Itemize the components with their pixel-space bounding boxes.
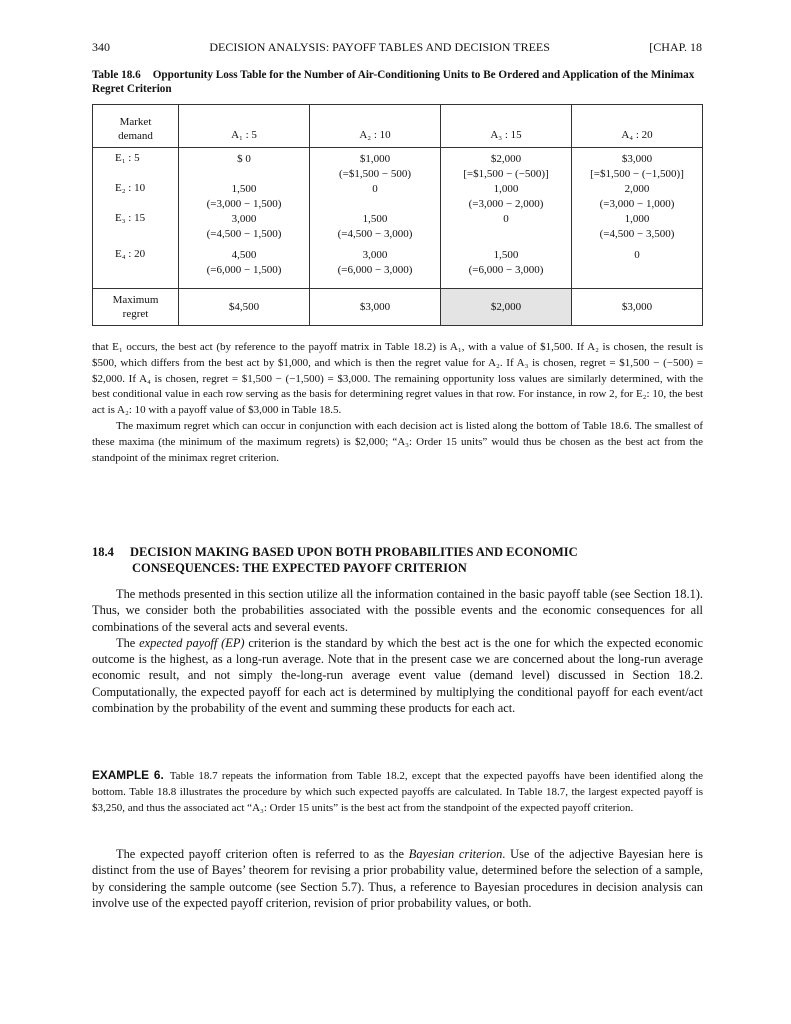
table-caption — [92, 68, 712, 96]
a3-e1-note: [=$1,500 − (−500)] — [463, 168, 549, 180]
a4-e4-note — [572, 263, 702, 278]
paragraph-bayesian — [92, 846, 703, 911]
a2-e1-note: (=$1,500 − 500) — [339, 168, 411, 180]
paragraph-expected-payoff — [92, 635, 703, 716]
a3-e4-value: 1,500 — [493, 249, 519, 261]
a4-e2-note: (=3,000 − 1,000) — [599, 198, 675, 210]
a3-e4-note: (=6,000 − 3,000) — [468, 264, 544, 276]
a2-e4-note: (=6,000 − 3,000) — [337, 264, 413, 276]
example-6 — [92, 768, 703, 816]
table-header-row — [93, 105, 703, 148]
a1-e2-note: (=3,000 − 1,500) — [206, 198, 282, 210]
a2-e3-value: 1,500 — [362, 213, 388, 225]
maximum-regret-label — [93, 289, 179, 326]
maximum-regret-label-line-2: regret — [122, 308, 149, 320]
a3-e1-value: $2,000 — [490, 153, 522, 165]
running-head — [92, 40, 702, 56]
a2-e1-value: $1,000 — [359, 153, 391, 165]
event-label-e3: E₃ : 15 — [115, 212, 146, 224]
running-title: DECISION ANALYSIS: PAYOFF TABLES AND DECISION TREES — [209, 40, 550, 54]
a3-e2-value: 1,000 — [493, 183, 519, 195]
paragraph-minimax-choice: The maximum regret which can occur in conjunction with each decision act is listed along the bottom of Table 18.6. The smallest of these maxima (the minimum of the maximum regrets) is $2,000; “A₃: Order 15 units” would thus be chosen as the best act from the standpoint of the minimax regret criterion. — [92, 419, 703, 464]
column-a4 — [572, 148, 703, 289]
example-paragraph — [92, 768, 703, 816]
a2-e2-note — [310, 197, 440, 212]
act-header-a1: A₁ : 5 — [179, 105, 310, 148]
paragraph-bayesian-rest: . Use of the adjective Bayesian here is distinct from the use of Bayes’ theorem for revising a prior probability value, determined before the selection of a sample, by considering the sample outcome (see Section 5.7). Thus, a reference to Bayesian procedures in decision analysis can involve use of the expected payoff criterion, revision of prior probability values, or both. — [92, 847, 703, 910]
a3-e3-note — [441, 227, 571, 242]
a1-e1-value: $ 0 — [237, 153, 251, 165]
a2-e4-value: 3,000 — [362, 249, 388, 261]
a3-e3-value: 0 — [503, 213, 509, 225]
paragraph-expected-payoff-lead: The — [116, 635, 140, 650]
example-text: Table 18.7 repeats the information from Table 18.2, except that the expected payoffs have been identified along the bottom. Table 18.8 illustrates the procedure by which such expected payoffs are calculated. In Table 18.7, the largest expected payoff is $3,250, and thus the associated act “A₃: Order 15 units” is the best act from the standpoint of the expected payoff criterion. — [92, 770, 703, 814]
column-a2 — [310, 148, 441, 289]
table-caption-text: Opportunity Loss Table for the Number of Air-Conditioning Units to Be Ordered and Application of the Minimax Regret Criterion — [92, 69, 695, 95]
paragraph-regret-computation: that E₁ occurs, the best act (by reference to the payoff matrix in Table 18.2) is A₁, with a value of $1,500. If A₂ is chosen, the result is $500, which differs from the best act by $1,000, and which is then the regret value for A₂. If A₃ is chosen, regret = $1,500 − (−500) = $2,000. If A₄ is chosen, regret = $1,500 − (−1,500) = $3,000. The remaining opportunity loss values are similarly determined, with the best conditional value in each row serving as the basis for determining regret values in that row. For instance, in row 2, for E₂: 10, the best act is A₂: 10 with a payoff value of $3,000 in Table 18.5. — [92, 341, 703, 417]
event-label-e2: E₂ : 10 — [115, 182, 146, 194]
act-header-a4: A₄ : 20 — [572, 105, 703, 148]
a1-e3-value: 3,000 — [231, 213, 257, 225]
a4-e3-note: (=4,500 − 3,500) — [599, 228, 675, 240]
a1-e4-value: 4,500 — [231, 249, 257, 261]
act-header-a3: A₃ : 15 — [441, 105, 572, 148]
opportunity-loss-table — [92, 104, 703, 326]
maximum-regret-row — [93, 289, 703, 326]
event-label-e1: E₁ : 5 — [115, 152, 140, 164]
event-label-e4: E₄ : 20 — [115, 248, 146, 260]
page-number: 340 — [92, 40, 110, 54]
example-label: EXAMPLE 6. — [92, 768, 164, 782]
column-a3 — [441, 148, 572, 289]
column-a1 — [179, 148, 310, 289]
a4-e4-value: 0 — [634, 249, 640, 261]
max-regret-a1: $4,500 — [179, 289, 310, 326]
a4-e2-value: 2,000 — [624, 183, 650, 195]
max-regret-a4: $3,000 — [572, 289, 703, 326]
paragraph-expected-payoff-rest: criterion is the standard by which the best act is the one for which the expected economic outcome is the highest, as a long-run average. Note that in the present case we are concerned about the long-run average economic result, and not simply the-long-run average event value (demand level) discussed in Section 18.2. Computationally, the expected payoff for each act is determined by multiplying the conditional payoff for each event/act combination by the probability of the event and summing these products for each act. — [92, 635, 703, 716]
a2-e3-note: (=4,500 − 3,000) — [337, 228, 413, 240]
table-body-row — [93, 148, 703, 289]
max-regret-a3-highlighted: $2,000 — [441, 289, 572, 326]
section-heading — [92, 544, 652, 576]
section-body — [92, 586, 703, 716]
section-number: 18.4 — [92, 545, 114, 559]
expected-payoff-term: expected payoff (EP) — [139, 635, 245, 650]
bayesian-criterion-term: Bayesian criterion — [408, 847, 503, 861]
a4-e1-note: [=$1,500 − (−1,500)] — [590, 168, 684, 180]
paragraph-methods: The methods presented in this section utilize all the information contained in the basic payoff table (see Section 18.1). Thus, we consider both the probabilities associated with the possible events and the economic consequences for all combinations of the several acts and several events. — [92, 587, 703, 634]
corner-label-line-1: Market — [119, 116, 152, 128]
table-caption-number: Table 18.6 — [92, 69, 141, 81]
act-header-a2: A₂ : 10 — [310, 105, 441, 148]
section-title-line-2: CONSEQUENCES: THE EXPECTED PAYOFF CRITERION — [132, 561, 467, 575]
bayesian-section — [92, 846, 703, 911]
a2-e2-value: 0 — [372, 183, 378, 195]
a1-e4-note: (=6,000 − 1,500) — [206, 264, 282, 276]
paragraph-bayesian-lead: The expected payoff criterion often is referred to as the — [116, 847, 409, 861]
max-regret-a2: $3,000 — [310, 289, 441, 326]
section-title-line-1: DECISION MAKING BASED UPON BOTH PROBABILITIES AND ECONOMIC — [130, 545, 578, 559]
a3-e2-note: (=3,000 − 2,000) — [468, 198, 544, 210]
a1-e1-note — [179, 167, 309, 182]
event-labels — [93, 148, 179, 289]
chapter-label: [CHAP. 18 — [649, 40, 702, 54]
a1-e2-value: 1,500 — [231, 183, 257, 195]
a4-e1-value: $3,000 — [621, 153, 653, 165]
corner-label — [93, 105, 179, 148]
maximum-regret-label-line-1: Maximum — [112, 294, 159, 306]
a4-e3-value: 1,000 — [624, 213, 650, 225]
regret-explanation — [92, 340, 703, 466]
corner-label-line-2: demand — [118, 130, 153, 142]
a1-e3-note: (=4,500 − 1,500) — [206, 228, 282, 240]
